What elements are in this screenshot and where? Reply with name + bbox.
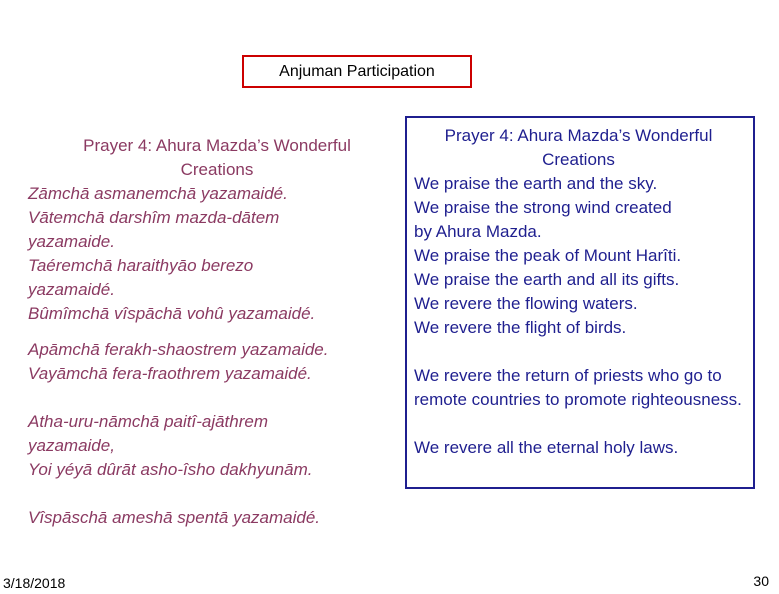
avestan-closing-line: Vîspāschā ameshā spentā yazamaidé. (28, 508, 321, 527)
avestan-line: Vātemchā darshîm mazda-dātem (28, 208, 280, 227)
avestan-line: Taéremchā haraithyāo berezo (28, 256, 254, 275)
english-line: We praise the earth and the sky. (414, 174, 658, 193)
english-translation-box (405, 116, 755, 489)
english-heading-line-2: Creations (542, 150, 615, 169)
avestan-line: yazamaide, (28, 436, 115, 455)
english-line: We praise the earth and all its gifts. (414, 270, 680, 289)
slide-title (242, 55, 472, 88)
avestan-line: Apāmchā ferakh-shaostrem yazamaide. (28, 340, 329, 359)
page-number: 30 (753, 573, 769, 589)
avestan-line: Atha-uru-nāmchā paitî-ajāthrem (28, 412, 269, 431)
slide-title-text: Anjuman Participation (279, 62, 435, 80)
avestan-line: yazamaidé. (28, 280, 115, 299)
avestan-line: Vayāmchā fera-fraothrem yazamaidé. (28, 364, 312, 383)
english-line: We praise the peak of Mount Harîti. (414, 246, 682, 265)
avestan-heading-line-2: Creations (180, 160, 254, 179)
english-paragraph-priests: We revere the return of priests who go to remote countries to promote righteousness. (414, 366, 742, 409)
english-line: We praise the strong wind created (414, 198, 672, 217)
avestan-line: Bûmîmchā vîspāchā vohû yazamaidé. (28, 304, 316, 323)
english-paragraph-laws: We revere all the eternal holy laws. (414, 438, 679, 457)
english-line: We revere the flowing waters. (414, 294, 638, 313)
avestan-line: Zāmchā asmanemchā yazamaidé. (28, 184, 288, 203)
english-line: by Ahura Mazda. (414, 222, 542, 241)
avestan-line: Yoi yéyā dûrāt asho-îsho dakhyunām. (28, 460, 313, 479)
english-line: We revere the flight of birds. (414, 318, 627, 337)
avestan-line: yazamaide. (28, 232, 115, 251)
avestan-text-column (28, 134, 406, 530)
avestan-heading-line-1: Prayer 4: Ahura Mazda’s Wonderful (83, 136, 351, 155)
footer-date: 3/18/2018 (3, 575, 66, 591)
english-heading-line-1: Prayer 4: Ahura Mazda’s Wonderful (444, 126, 713, 145)
